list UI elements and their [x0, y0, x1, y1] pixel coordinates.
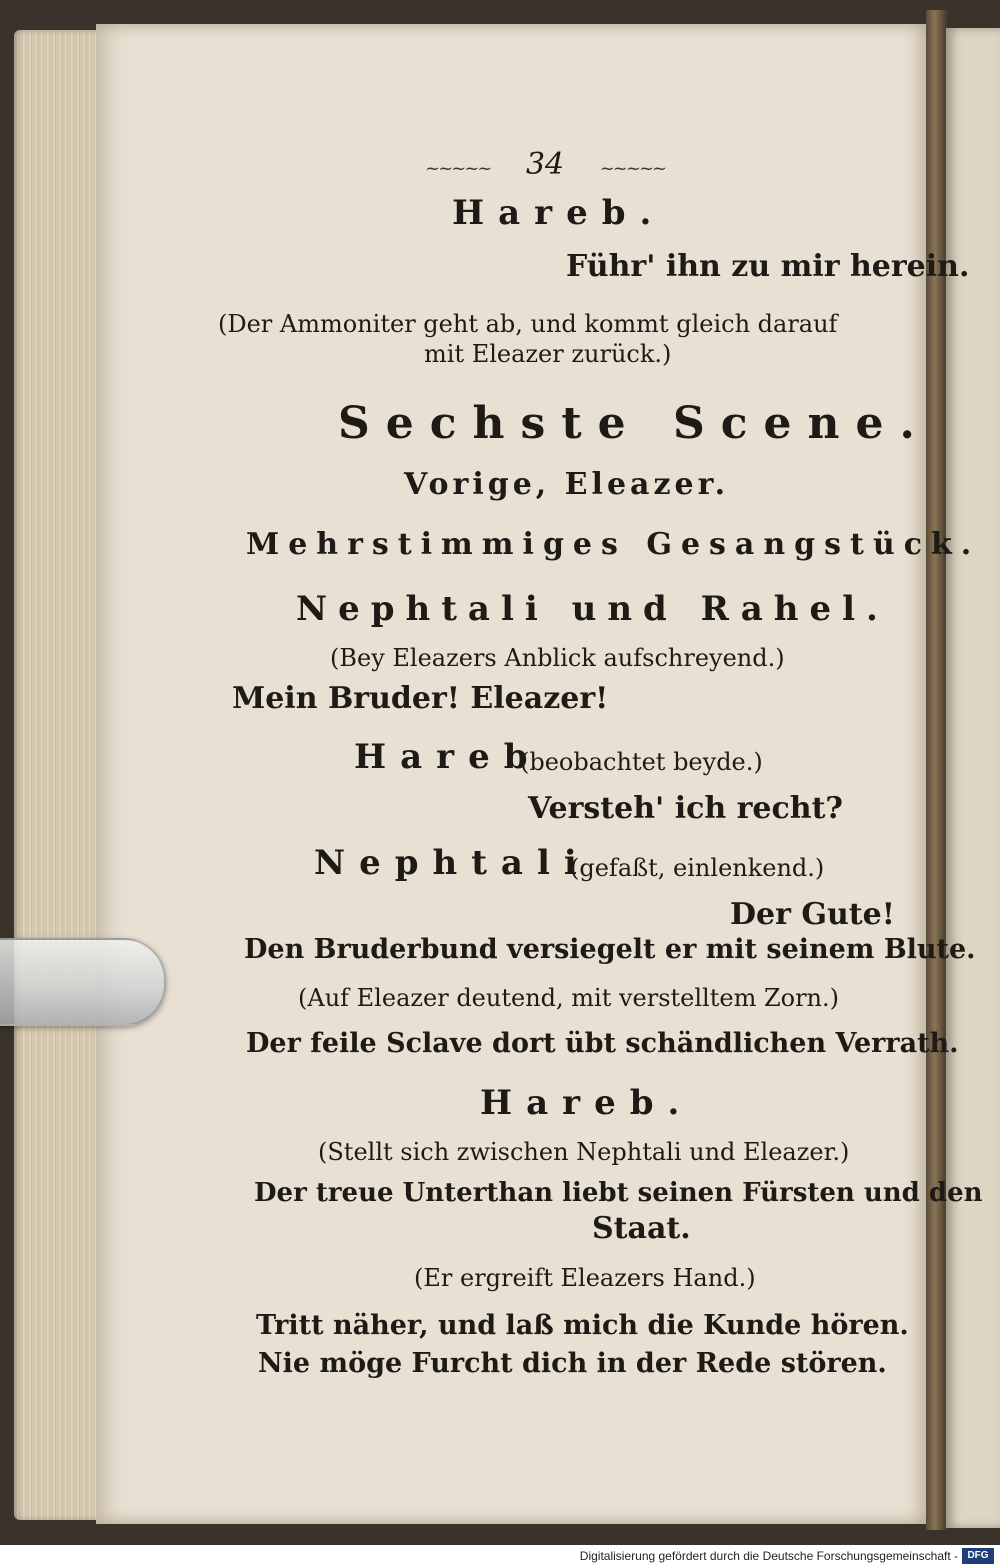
verse-line: Nie möge Furcht dich in der Rede stören.	[258, 1348, 887, 1379]
stage-direction: mit Eleazer zurück.)	[424, 340, 672, 368]
page-number: 34	[525, 147, 565, 182]
stage-direction: (Der Ammoniter geht ab, und kommt gleich darauf	[218, 310, 838, 338]
speaker-nephtali-rahel: Nephtali und Rahel.	[296, 589, 889, 629]
speaker-hareb-1: Hareb.	[452, 193, 666, 233]
footer-credit: Digitalisierung gefördert durch die Deutsche Forschungsgemeinschaft -	[579, 1549, 958, 1563]
verse-line: Führ' ihn zu mir herein.	[566, 249, 970, 284]
stage-direction: (Bey Eleazers Anblick aufschreyend.)	[330, 644, 785, 672]
book-binding	[926, 10, 948, 1530]
verse-line: Der treue Unterthan liebt seinen Fürsten und den	[254, 1178, 983, 1208]
stage-direction: (Stellt sich zwischen Nephtali und Eleazer.)	[318, 1138, 850, 1166]
ornament-right: ~~~~~	[599, 158, 666, 179]
speaker-nephtali: Nephtali	[314, 843, 591, 883]
stage-direction: (Auf Eleazer deutend, mit verstelltem Zorn.)	[298, 984, 840, 1012]
dfg-logo: DFG	[962, 1548, 994, 1564]
verse-line: Versteh' ich recht?	[528, 791, 844, 826]
stage-direction: (gefaßt, einlenkend.)	[570, 854, 825, 882]
plastic-page-clip	[0, 938, 166, 1026]
verse-line: Tritt näher, und laß mich die Kunde hören.	[256, 1310, 909, 1341]
page-number-row	[425, 147, 666, 182]
scene-title: Sechste Scene.	[338, 398, 931, 449]
speaker-hareb-3: Hareb.	[480, 1083, 694, 1123]
verse-line: Mein Bruder! Eleazer!	[232, 681, 609, 716]
stage-direction: (beobachtet beyde.)	[520, 748, 763, 776]
verse-line: Der feile Sclave dort übt schändlichen Verrath.	[246, 1028, 959, 1059]
footer-bar	[0, 1545, 1000, 1567]
ornament-left: ~~~~~	[425, 158, 491, 179]
verse-line: Den Bruderbund versiegelt er mit seinem Blute.	[244, 934, 976, 965]
verse-line: Der Gute!	[730, 897, 895, 932]
speaker-hareb-2: Hareb	[354, 737, 542, 777]
persons-heading: Vorige, Eleazer.	[404, 467, 730, 502]
stage-direction: (Er ergreift Eleazers Hand.)	[414, 1264, 756, 1292]
song-title: Mehrstimmiges Gesangstück.	[246, 527, 981, 562]
verse-line: Staat.	[592, 1211, 691, 1246]
